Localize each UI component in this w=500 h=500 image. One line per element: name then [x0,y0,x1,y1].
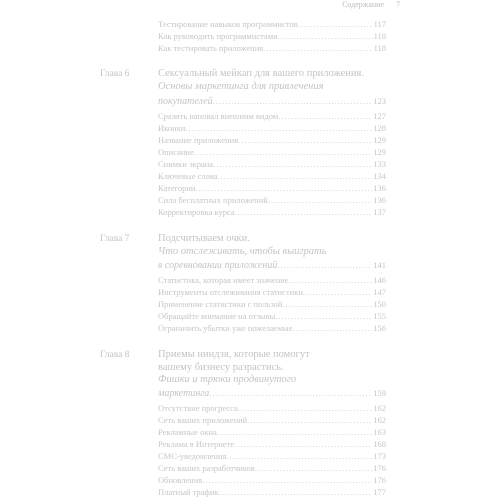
toc-entry: Платный трафик ..... 177 [158,487,386,498]
chapter-subtitle-line: Основы маркетинга для привлечения [158,80,324,92]
toc-entry: Реклама в Интернете ..... 168 [158,439,386,450]
toc-entry: Сила бесплатных приложений ..... 136 [158,195,386,206]
chapter-page: 159 [373,388,386,398]
chapter-subtitle-line: Фишки и трюки продвинутого [158,374,297,385]
chapter-subtitle-line: Что отслеживать, чтобы выиграть [158,245,327,257]
toc-entry: Название приложения ..... 129 [158,135,386,146]
chapter-label: Глава 8 [100,350,130,360]
toc-entry: Категории ..... 136 [158,183,386,194]
toc-entry: Применение статистики с пользой ..... 150 [158,299,386,310]
dot-leader [209,388,372,399]
toc-entry-page: 118 [373,43,386,53]
running-header-page-number: 7 [396,0,400,9]
toc-entry: Ограничить убытки уже пожелаемые ..... 156 [158,323,386,334]
toc-entry: Статистика, которая имеет значение ..... 146 [158,275,386,286]
running-header [342,0,400,9]
toc-entry: Инструменты отслеживания статистики ..... 147 [158,287,386,298]
running-header-section: Содержание [342,0,384,9]
toc-entry: Сеть ваших разработчиков ..... 176 [158,463,386,474]
toc-entry: Сразить наповал внешним видом ..... 127 [158,111,386,122]
toc-entry: Обновления ..... 176 [158,475,386,486]
toc-entry: Корректировка курса ..... 137 [158,207,386,218]
chapter-page: 123 [373,96,386,106]
chapter-label: Глава 7 [100,234,130,244]
toc-entry: Отсутствие прогресса ..... 162 [158,403,386,414]
chapter-subtitle-last: маркетинга ..... 159 [158,388,386,399]
chapter-subtitle-last: в соревновании приложений ..... 141 [158,260,386,271]
chapter-title-line: Подсчитываем очки. [158,233,250,244]
toc-entry-title: Как тестировать приложения [158,43,264,53]
toc-entry: СМС-уведомления ..... 173 [158,451,386,462]
dot-leader [277,260,372,271]
chapter-label: Глава 6 [100,69,130,79]
chapter-title [158,349,386,387]
toc-entry: Снимки экрана ..... 133 [158,159,386,170]
chapter-title-line: вашему бизнесу разрастись. [158,361,284,373]
toc-entry [158,31,386,42]
toc-entry-title: Тестирование навыков программистов [158,19,298,29]
dot-leader [263,43,372,54]
toc-entry-title: Как руководить программистами [158,31,278,41]
toc-entry: Обращайте внимание на отзывы ..... 155 [158,311,386,322]
toc-entry: Иконки ..... 128 [158,123,386,134]
chapter-page: 141 [373,260,386,270]
toc-entry: Ключевые слова ..... 134 [158,171,386,182]
toc-entry: Сеть ваших приложений ..... 162 [158,415,386,426]
toc-entry [158,43,386,54]
toc-entry [158,19,386,30]
chapter-title [158,233,386,258]
chapter-subtitle-last: покупателей ..... 123 [158,96,386,107]
dot-leader [278,31,373,42]
chapter-title-line: Приемы ниндзя, которые помогут [158,349,310,360]
dot-leader [298,19,373,30]
dot-leader [213,96,373,107]
toc-entry: Рекламные окна ..... 163 [158,427,386,438]
toc-entry-page: 118 [373,31,386,41]
chapter-title-line: Сексуальный мейкап для вашего приложения. [158,68,364,79]
chapter-title [158,68,386,93]
toc-entry-page: 117 [373,19,386,29]
toc-entry: Описание ..... 129 [158,147,386,158]
